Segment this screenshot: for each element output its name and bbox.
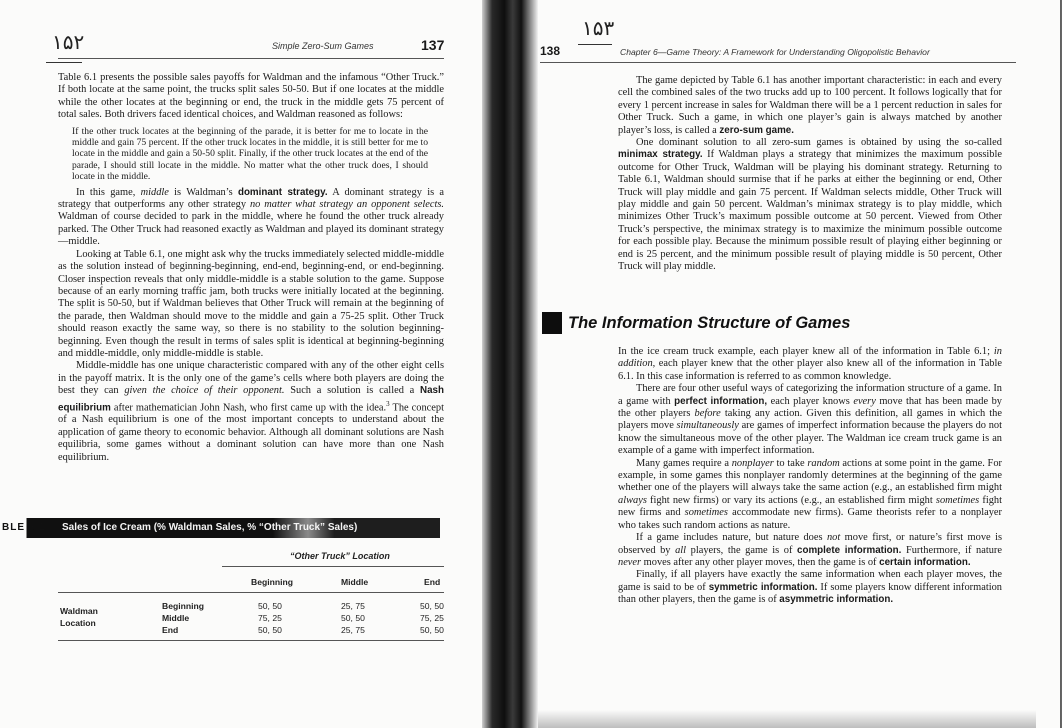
paragraph: Finally, if all players have exactly the same information when each player moves, the game is said to be of symmetric information. If some players know different information than other players, then the game is of asymmetric information. [618, 569, 1002, 606]
paragraph: In the ice cream truck example, each player knew all of the information in Table 6.1; in addition, each player knew that the other player also knew all of the information in Table 6.1. In this case information is referred to as common knowledge. [618, 346, 1002, 382]
paragraph: The game depicted by Table 6.1 has another important characteristic: in each and every cell the combined sales of the two trucks add up to 100 percent. It follows logically that for every 1 percent increase in sales for Waldman there will be a 1 percent reduction in sales for Other Truck. Such a game, in which one player’s gain is always matched by another player’s loss, is called a zero-sum game. [618, 75, 1002, 136]
paragraph: Table 6.1 presents the possible sales payoffs for Waldman and the infamous “Other Truck.” If both locate at the same point, the trucks split sales 50-50. But if one locates at the middle while the other locates at the beginning or end, the truck in the middle gets 75 percent of total sales. Both drivers faced identical choices, and Waldman reasoned as follows: [58, 72, 444, 121]
header-rule [58, 58, 444, 59]
right-body-text [618, 75, 1002, 274]
left-body-text [58, 72, 444, 464]
section-title: The Information Structure of Games [568, 314, 851, 332]
paragraph: If a game includes nature, but nature does not move first, or nature’s first move is observed by all players, the game is of complete information. Furthermore, if nature never moves after any other player moves, then the game is of certain information. [618, 532, 1002, 568]
table-row-label: Middle [162, 613, 190, 623]
table-cell: 25, 75 [341, 625, 365, 635]
page-number: 137 [421, 37, 445, 53]
table-rule [58, 640, 444, 641]
paragraph: There are four other useful ways of categorizing the information structure of a game. In a game with perfect information, each player knows every move that has been made by the other players before taking any action. Given this definition, all games in which the players move simultaneously are games of imperfect information because the players do not know the simultaneous move of the other player. The Waldman ice cream truck game is an example of a game with imperfect information. [618, 383, 1002, 457]
table-col-header: Beginning [251, 577, 294, 587]
table-cell: 50, 50 [341, 613, 365, 623]
paragraph: Looking at Table 6.1, one might ask why the trucks immediately selected middle-middle as the solution instead of beginning-beginning, end-end, beginning-end, or end-beginning. Closer inspection reveals that only middle-middle is a stable solution to the game. Suppose because of an early morning traffic jam, both trucks were initially located at the beginning. The split is 50-50, but if Waldman believes that Other Truck will remain at the beginning of the parade, then Waldman should move to the middle and gain a 75-25 split. Other Truck should reason exactly the same way, so there is no stability to the solution beginning-beginning. Even though the result in terms of sales split is identical at beginning-beginning and middle-middle, only middle-middle is stable. [58, 248, 444, 359]
table-rule [222, 566, 444, 567]
book-gutter [482, 0, 538, 728]
handwritten-underline [578, 44, 612, 45]
handwritten-page-mark: ۱۵۳ [582, 16, 615, 40]
table-cell: 50, 50 [420, 601, 444, 611]
page-bottom-shadow [538, 710, 1036, 728]
table-cell: 50, 50 [258, 625, 282, 635]
right-page [538, 0, 1060, 728]
table-row-label: Beginning [162, 601, 205, 611]
table-cell: 50, 50 [420, 625, 444, 635]
table-cell: 75, 25 [420, 613, 444, 623]
table-rule [58, 592, 444, 593]
table-row-label: End [162, 625, 179, 635]
paragraph: Many games require a nonplayer to take random actions at some point in the game. For example, in some games this nonplayer randomly determines at the beginning of the game whether one of the players will always take the same action (e.g., an established firm might always fight new firms) or vary its actions (e.g., an established firm might sometimes fight new firms and sometimes accommodate new firms). Game theorists refer to a nonplayer who takes such random actions as nature. [618, 457, 1003, 531]
table-col-header: Middle [341, 577, 369, 587]
header-rule [540, 62, 1016, 63]
table-label: BLE 6.1 [2, 522, 46, 533]
paragraph: In this game, middle is Waldman’s dominant strategy. A dominant strategy is a strategy that outperforms any other strategy no matter what strategy an opponent selects. Waldman of course decided to park in the middle, where he found the other truck already parked. The Other Truck had reasoned exactly as Waldman and played its dominant strategy—middle. [58, 186, 445, 248]
running-head: Chapter 6—Game Theory: A Framework for Understanding Oligopolistic Behavior [620, 47, 930, 57]
handwritten-underline [46, 62, 82, 63]
paragraph: One dominant solution to all zero-sum games is obtained by using the so-called minimax strategy. If Waldman plays a strategy that minimizes the maximum possible outcome for Other Truck, Waldman will be playing his dominant strategy. Returning to Table 6.1, Waldman should surmise that if he parks at either the beginning or end, Other Truck will play middle and gain 75 percent. If Waldman selects middle, Other Truck will play middle and gain 50 percent. Waldman’s minimax strategy is to play middle, which minimizes Other Truck’s maximum possible outcome at 50 percent. Viewed from Other Truck’s perspective, the minimax strategy is to maximize the minimum possible outcome for each possible play. Because the minimum possible result of playing either beginning or end is 25 percent, and the minimum possible result of playing middle is 50 percent, Other Truck will play middle. [618, 137, 1002, 273]
left-page [0, 0, 482, 728]
paragraph: Middle-middle has one unique characteristic compared with any of the other eight cells in the payoff matrix. It is the only one of the game’s cells where both players are doing the best they can given the choice of their opponent. Such a solution is called a Nash equilibrium after mathematician John Nash, who first came up with the idea.$^3$ The concept of a Nash equilibrium is one of the most important concepts to understand about the application of game theory to economic behavior. Although all dominant solutions are Nash equilibria, some games without a dominant solution can have more than one Nash equilibrium. [58, 360, 444, 463]
table-row-group: Waldman [60, 606, 98, 616]
handwritten-page-mark: ۱۵۲ [52, 30, 85, 54]
table-row-group: Location [60, 618, 96, 628]
table-cell: 75, 25 [258, 613, 282, 623]
right-section-text [618, 346, 1002, 607]
table-cell: 25, 75 [341, 601, 365, 611]
running-head: Simple Zero-Sum Games [272, 41, 374, 51]
table-title: Sales of Ice Cream (% Waldman Sales, % “Other Truck” Sales) [62, 522, 358, 533]
table-col-header: End [424, 577, 441, 587]
section-marker [542, 312, 562, 334]
page-number: 138 [540, 44, 561, 58]
block-quote: If the other truck locates at the beginning of the parade, it is better for me to locate in the middle and gain 75 percent. If the other truck locates in the middle, it is still better for me to locate in the middle and gain a 50-50 split. Finally, if the other truck locates at the end of the parade, I should still locate in the middle. No matter what the other truck does, I should locate in the middle. [72, 125, 428, 183]
table-group-header: “Other Truck” Location [290, 551, 390, 561]
table-cell: 50, 50 [258, 601, 282, 611]
